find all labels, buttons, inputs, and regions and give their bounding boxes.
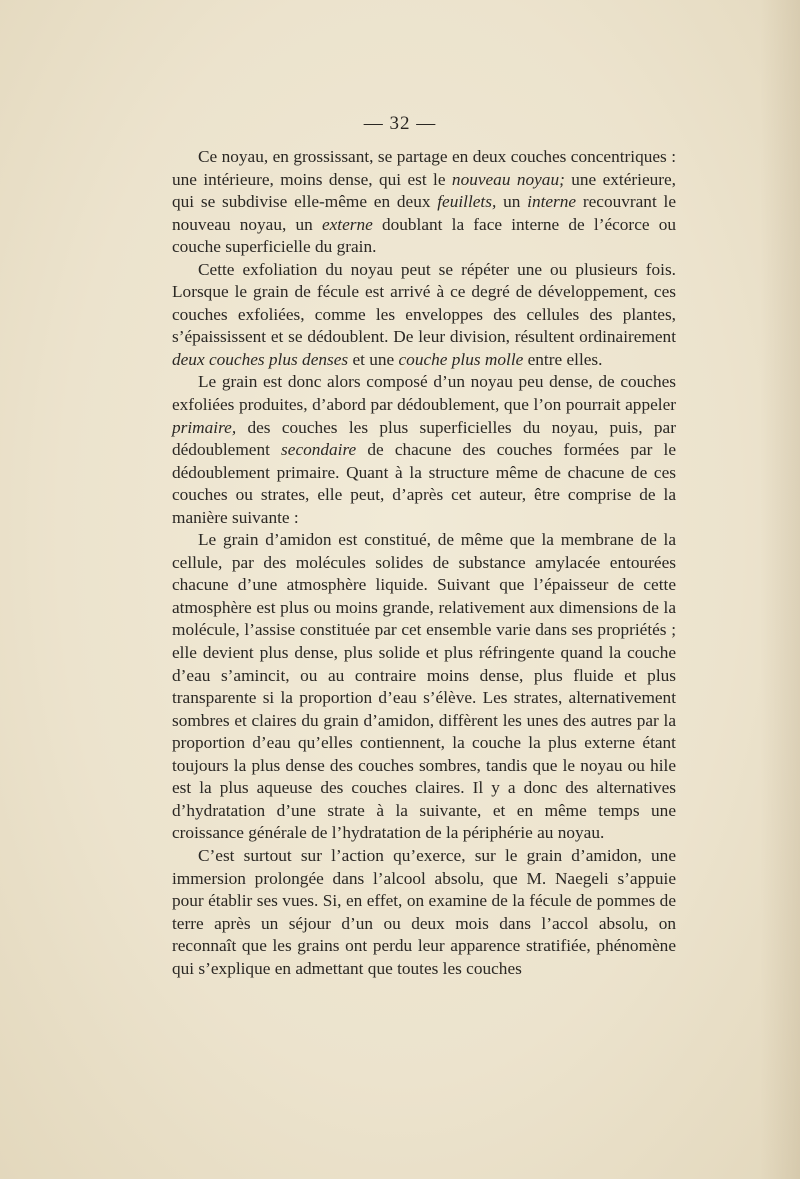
- text-run: de chacune des couches formées par le dédoublement primaire. Quant à la structure même de chacune de ces couches ou strates, elle peut, d’après cet auteur, être comprise de la manière suivante :: [172, 440, 676, 527]
- text-run: entre elles.: [523, 349, 603, 369]
- paragraph: [172, 146, 676, 259]
- body-text: [172, 146, 676, 980]
- text-run: une extérieure, qui se subdivise elle-même en deux: [172, 169, 676, 212]
- page-number: — 32 —: [363, 113, 437, 134]
- text-run: des couches les plus superficielles du noyau, puis, par dédoublement: [172, 417, 676, 460]
- paragraph: [172, 259, 676, 372]
- italic-text: externe: [321, 214, 373, 234]
- paragraph: [172, 529, 676, 845]
- italic-text: interne: [527, 192, 577, 212]
- page-edge-shadow: [760, 0, 800, 1179]
- italic-text: feuillets,: [437, 192, 497, 212]
- text-run: et une: [348, 349, 399, 369]
- text-run: recouvrant le nouveau noyau, un: [172, 192, 677, 234]
- text-run: Le grain est donc alors composé d’un noyau peu dense, de couches exfoliées produites, d’abord par dédoublement, que l’on pourrait appeler: [172, 372, 676, 415]
- paragraph: [172, 845, 676, 980]
- italic-text: nouveau noyau;: [451, 169, 565, 189]
- italic-text: primaire,: [172, 417, 237, 437]
- paragraph: [172, 371, 676, 529]
- text-run: Ce noyau, en grossissant, se partage en deux couches concentriques : une intérieure, moins dense, qui est le: [172, 147, 676, 189]
- text-run: Le grain d’amidon est constitué, de même que la membrane de la cellule, par des molécules solides de substance amylacée entourées chacune d’une atmosphère liquide. Suivant que l’épaisseur de cette atmosphère est plus ou moins grande, relativement aux dimensions de la molécule, l’assise constituée par cet ensemble varie dans ses propriétés ; elle devient plus dense, plus solide et plus réfringente quand la couche d’eau s’amincit, ou au contraire moins dense, plus fluide et plus transparente si la proportion d’eau s’élève. Les strates, alternativement sombres et claires du grain d’amidon, diffèrent les unes des autres par la proportion d’eau qu’elles contiennent, la couche la plus externe étant toujours la plus dense des couches sombres, tandis que le noyau ou hile est la plus aqueuse des couches claires. Il y a donc des alternatives d’hydratation d’une strate à la suivante, et en même temps une croissance générale de l’hydratation de la périphérie au noyau.: [172, 530, 676, 843]
- italic-text: couche plus molle: [398, 349, 524, 369]
- text-run: doublant la face interne de l’écorce ou couche superficielle du grain.: [172, 214, 676, 257]
- text-run: C’est surtout sur l’action qu’exerce, sur le grain d’amidon, une immersion prolongée dans l’alcool absolu, que M. Naegeli s’appuie pour établir ses vues. Si, en effet, on examine de la fécule de pommes de terre après un séjour d’un ou deux mois dans l’accol absolu, on reconnaît que les grains ont perdu leur apparence stratifiée, phénomène qui s’explique en admettant que toutes les couches: [172, 845, 676, 978]
- italic-text: deux couches plus denses: [172, 349, 349, 369]
- text-run: un: [496, 192, 528, 212]
- italic-text: secondaire: [281, 440, 357, 460]
- text-run: Cette exfoliation du noyau peut se répéter une ou plusieurs fois. Lorsque le grain de fécule est arrivé à ce degré de développement, ces couches exfoliées, comme les enveloppes des cellules des plantes, s’épaississent et se dédoublent. De leur division, résultent ordinairement: [172, 259, 676, 347]
